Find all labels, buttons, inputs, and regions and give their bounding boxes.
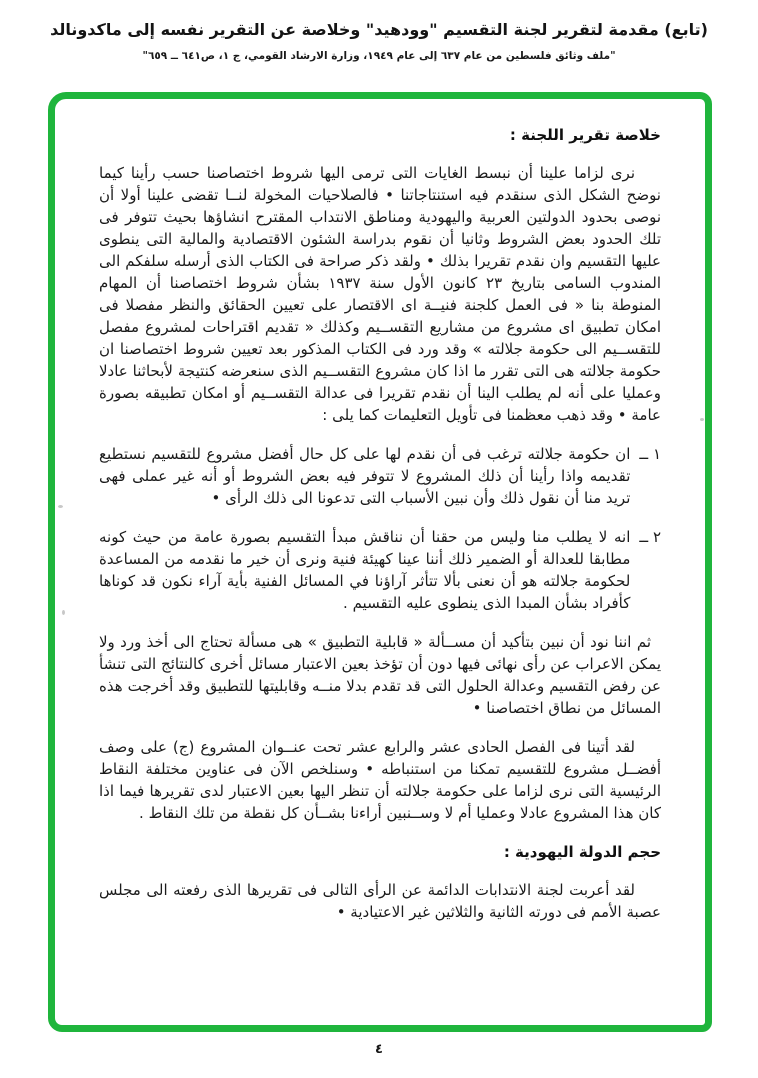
header-source-citation: "ملف وثائق فلسطين من عام ٦٣٧ إلى عام ١٩٤٩، وزارة الارشاد القومي، ج ١، ص٦٤١ ــ ٦٥٩" (142, 50, 616, 62)
page-number: ٤ (375, 1042, 383, 1057)
page-header (20, 20, 738, 62)
paragraph-mandates-commission: لقد أعربت لجنة الانتدابات الدائمة عن الرأى التالى فى تقريرها الذى رفعته الى مجلس عصبة الأمم فى دورته الثانية والثلاثين غير الاعتيادية • (99, 881, 661, 921)
numbered-item-1 (99, 443, 661, 509)
paragraph-practicability: ثم اننا نود أن نبين بتأكيد أن مســألة « قابلية التطبيق » هى مسألة تحتاج الى أخذ ورد ولا يمكن الاعراب عن رأى نهائى فيها دون أن تؤخذ بعين الاعتبار مسائل أخرى كالنتائج التى تنشأ عن رفض التقسيم وعدالة الحلول التى قد تقدم بدلا منــه وقابليتها للتطبيق وقد أخرجت هذه المسائل من نطاق اختصاصنا • (99, 633, 661, 717)
paragraph-plan-c-summary: لقد أتينا فى الفصل الحادى عشر والرابع عشر تحت عنــوان المشروع (ج) على وصف أفضــل مشروع للتقسيم تمكنا من استنباطه • وسنلخص الآن فى عناوين مختلفة النقاط الرئيسية التى نرى لزاما على حكومة جلالته أن تنظر اليها بعين الاعتبار لدى تقريرها فيما اذا كان هذا المشروع عادلا وعمليا أم لا وســنبين أراءنا بشــأن كل نقطة من تلك النقاط . (99, 738, 661, 822)
section-heading-jewish-state-size: حجم الدولة اليهودية : (503, 843, 661, 861)
numbered-item-2-text: انه لا يطلب منا وليس من حقنا أن نناقش مبدأ التقسيم بصورة عامة من حيث كونه مطابقا للعدالة أو الضمير ذلك أننا عينا كهيئة فنية ونرى أن خير ما نقدمه من المساعدة لحكومة جلالته هو أن نعنى بألا تتأثر آراؤنا في المسائل الفنية بأية آراء نكون قد كوناها كأفراد بشأن المبدا الذى ينطوى عليه التقسيم . (99, 528, 631, 612)
section-heading-committee-report-summary: خلاصة تقرير اللجنة : (509, 126, 661, 144)
scanned-document-content (55, 99, 705, 1025)
numbered-item-2-marker: ٢ ــ (639, 528, 661, 546)
numbered-item-1-text: ان حكومة جلالته ترغب فى أن نقدم لها على كل حال أفضل مشروع للتقسيم نستطيع تقديمه واذا رأينا أن ذلك المشروع لا تتوفر فيه بعض الشروط أو أنه غير عملى فهى تريد منا أن نقول ذلك وأن نبين الأسباب التى تدعونا الى ذلك الرأى • (99, 445, 631, 507)
scan-artifact (58, 505, 63, 508)
scan-artifact (62, 610, 65, 615)
numbered-item-2 (99, 526, 661, 614)
scanned-document-frame (48, 92, 712, 1032)
scan-artifact (700, 418, 704, 421)
numbered-item-1-marker: ١ ــ (639, 445, 661, 463)
header-title: (تابع) مقدمة لتقرير لجنة التقسيم "وودهيد" وخلاصة عن التقرير نفسه إلى ماكدونالد (50, 20, 708, 39)
paragraph-terms-of-reference: نرى لزاما علينا أن نبسط الغايات التى ترمى اليها شروط اختصاصنا حسب رأينا كيما نوضح الشكل الذى سنقدم فيه استنتاجاتنا • فالصلاحيات المخولة لنــا تقضى علينا أولا أن نوصى بحدود الدولتين العربية واليهودية ومناطق الانتداب المقترح انشاؤها بحيث تتوفر فى تلك الحدود بعض الشروط وثانيا أن نقوم بدراسة الشئون الاقتصادية والمالية التى ينطوى عليها التقسيم وان نقدم تقريرا بذلك • ولقد ذكر صراحة فى الكتاب الذى أرسله سلفكم الى المندوب السامى بتاريخ ٢٣ كانون الأول سنة ١٩٣٧ بشأن شروط اختصاصنا أن المهام المنوطة بنا « فى العمل كلجنة فنيــة اى الاقتصار على تعيين الحقائق والنظر مفصلا فى امكان تطبيق اى مشروع من مشاريع التقســيم وكذلك « تقديم اقتراحات لمشروع مفصل للتقســيم الى حكومة جلالته » وقد ورد فى الكتاب المذكور بعد تعيين شروط اختصاصنا ان حكومة جلالته هى التى تقرر ما اذا كان مشروع التقســيم الذى سنعرضه كنتيجة لأبحاثنا عادلا وعمليا على أنه لم يطلب الينا أن نقدم تقريرا فى عدالة التقســيم أو امكان تطبيقه بصورة عامة • وقد ذهب معظمنا فى تأويل التعليمات كما يلى : (99, 164, 662, 424)
